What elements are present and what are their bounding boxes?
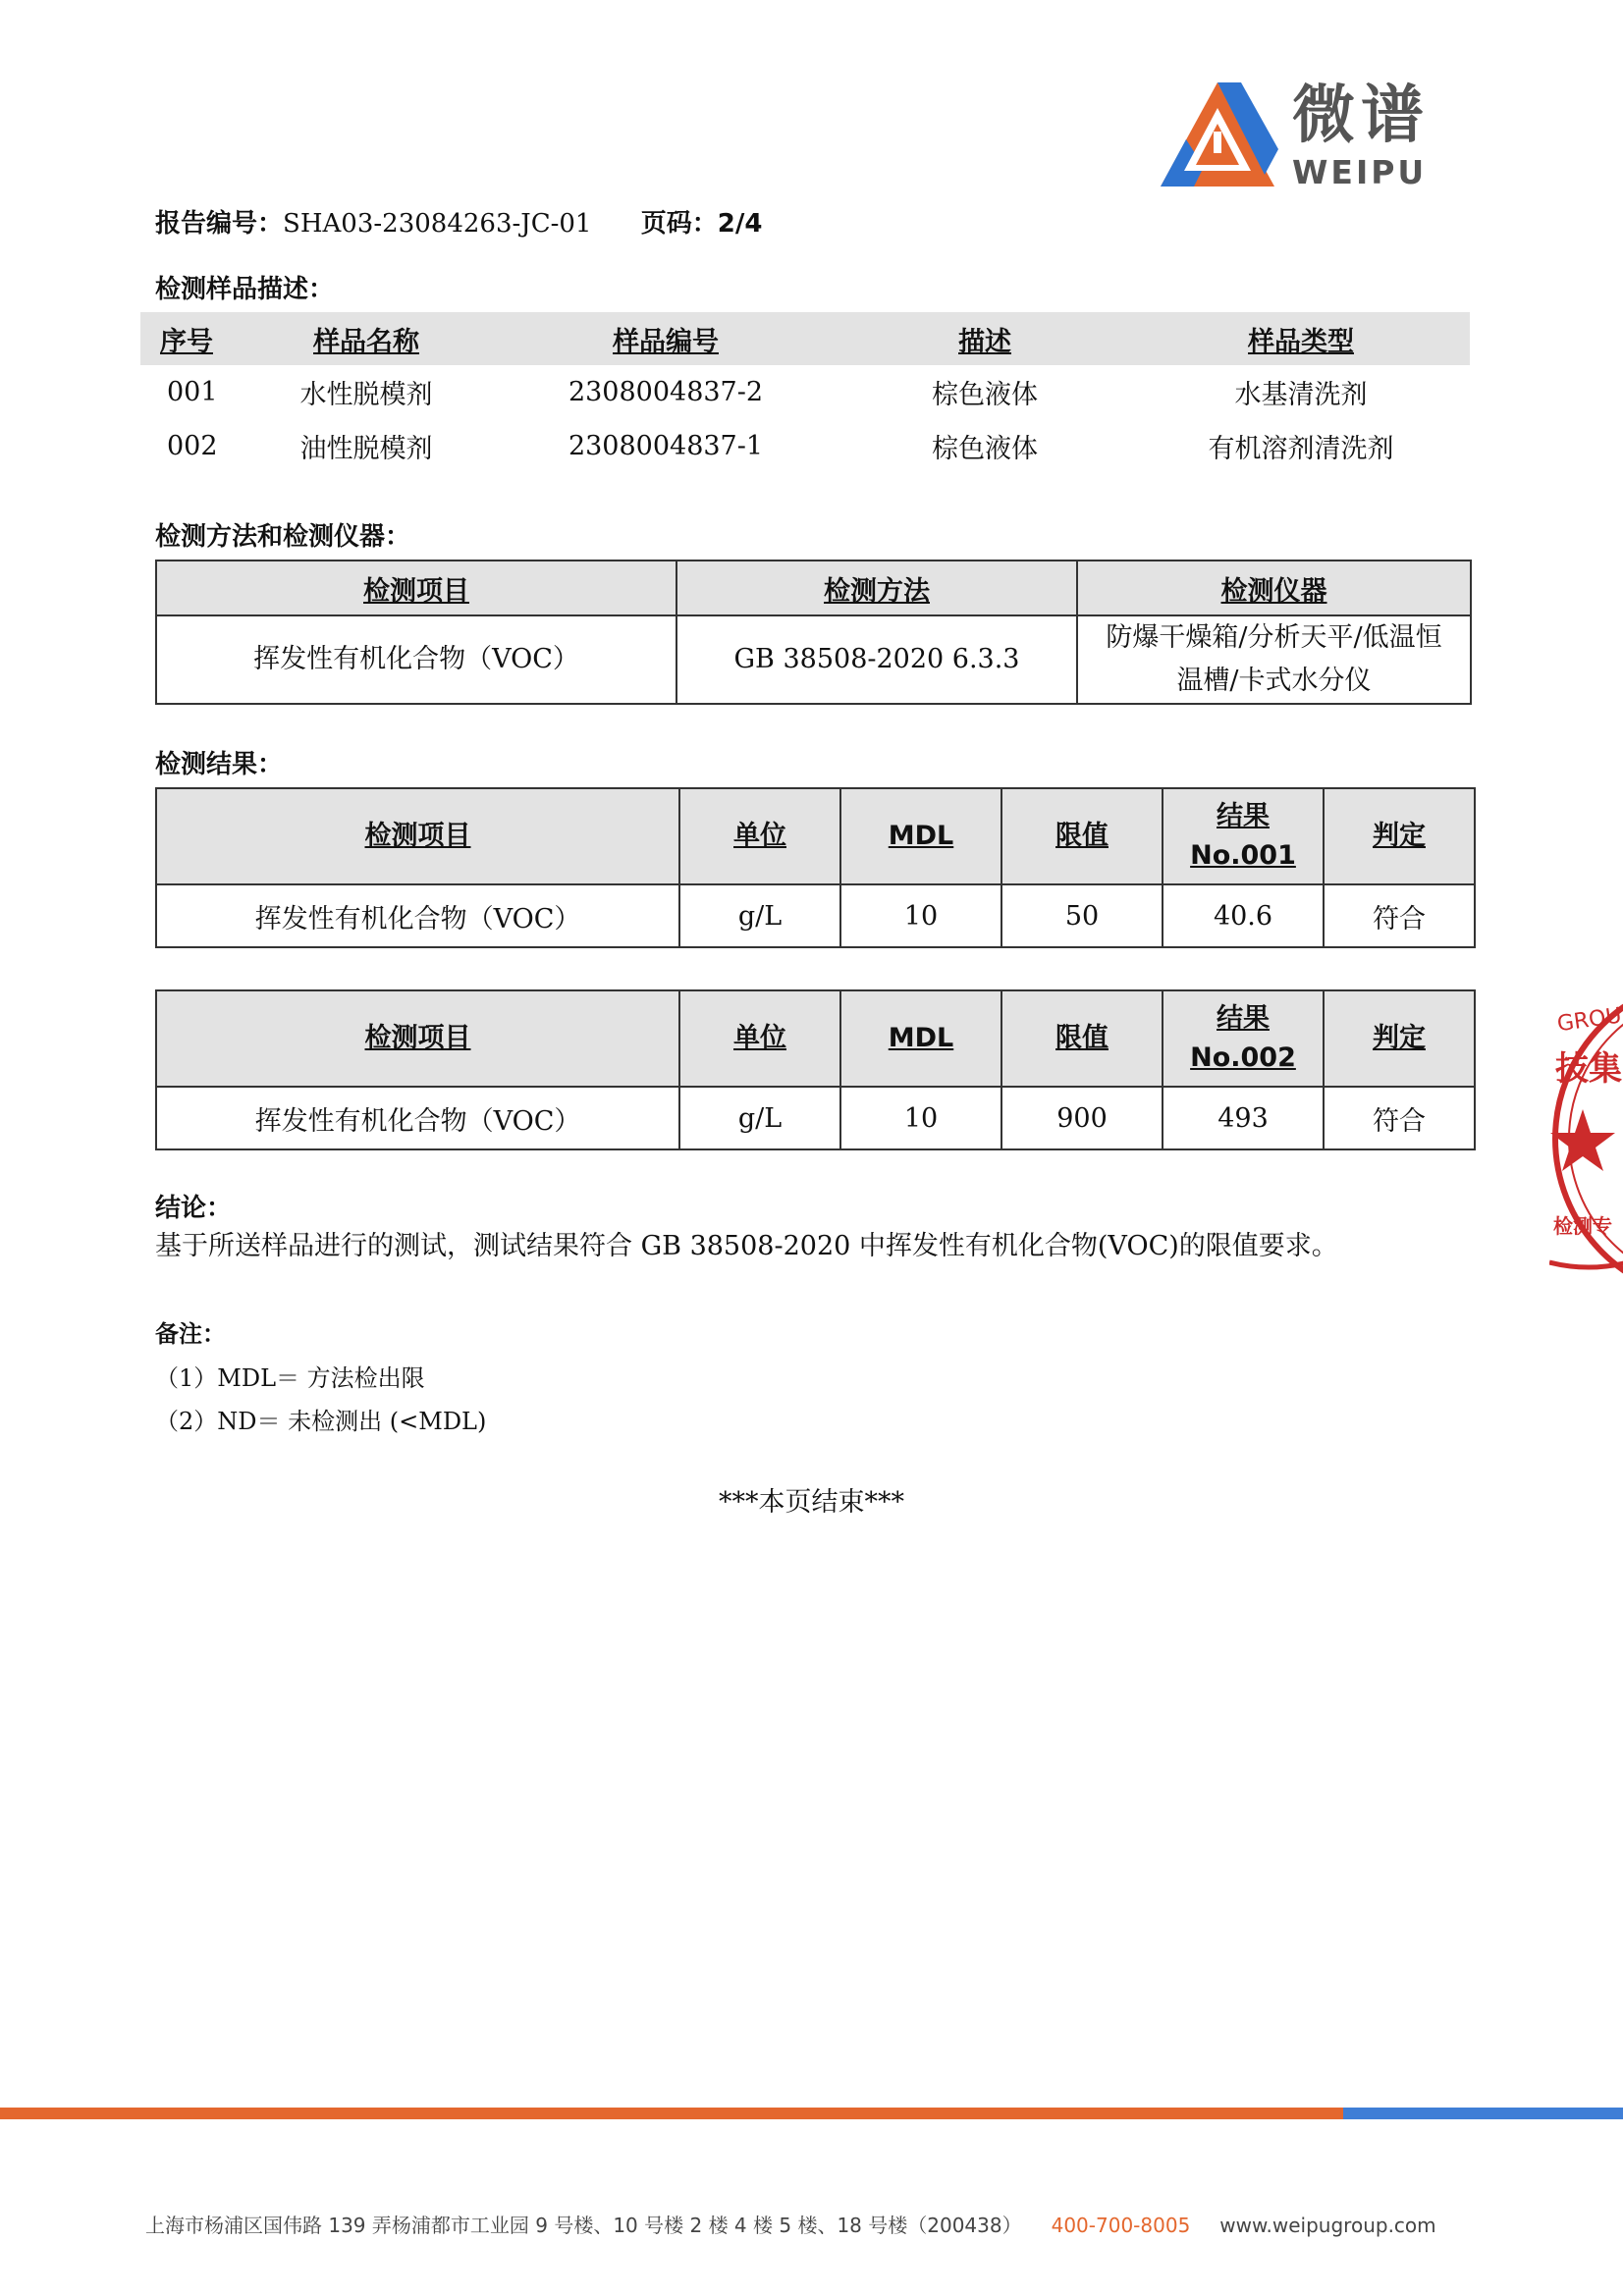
results-header-row [156,990,1475,1087]
header-cell: 样品名称 [239,312,494,365]
cell: 挥发性有机化合物（VOC） [156,1087,679,1149]
header-cell: 检测项目 [156,788,679,884]
header-cell: 限值 [1001,788,1163,884]
header-cell: 限值 [1001,990,1163,1087]
cell: 002 [167,431,218,461]
header-line: 结果 [1217,801,1270,831]
result-number: No.001 [1190,840,1296,871]
footer [145,2213,1436,2238]
footer-website[interactable]: www.weipugroup.com [1219,2214,1436,2237]
methods-table [155,560,1472,705]
stamp-top-text: GROU [1555,1003,1623,1038]
cell: 900 [1001,1087,1163,1149]
samples-header-row [140,312,1470,365]
header-cell: 描述 [838,312,1132,365]
results-title: 检测结果： [155,750,284,779]
cell: 油性脱模剂 [299,434,433,464]
note-item: （1）MDL＝ 方法检出限 [155,1364,425,1392]
stamp-icon [1549,972,1623,1306]
header-cell [1163,990,1324,1087]
header-cell: 检测项目 [156,561,676,615]
table-row [156,1087,1475,1149]
cell: 10 [840,884,1001,947]
header-cell [1163,788,1324,884]
footer-address: 上海市杨浦区国伟路 139 弄杨浦都市工业园 9 号楼、10 号楼 2 楼 4 楼 5 楼、18 号楼（200438） [145,2214,1022,2237]
footer-bar-blue [1343,2108,1623,2119]
seal-stamp [1549,972,1623,1306]
samples-title: 检测样品描述： [155,275,335,304]
cell: 10 [840,1087,1001,1149]
conclusion-title: 结论： [155,1194,233,1223]
company-logo [1157,80,1451,198]
conclusion-text: 基于所送样品进行的测试，测试结果符合 GB 38508-2020 中挥发性有机化合物(VOC)的限值要求。 [155,1231,1338,1261]
header-cell: 样品编号 [494,312,838,365]
cell: 40.6 [1163,884,1324,947]
results-table-002 [155,989,1476,1150]
cell: 棕色液体 [932,434,1038,464]
cell: GB 38508-2020 6.3.3 [676,615,1077,704]
cell: 符合 [1324,1087,1475,1149]
logo-english-name: WEIPU [1292,153,1428,191]
header-cell: 样品类型 [1132,312,1470,365]
header-line: 结果 [1217,1003,1270,1034]
cell: g/L [679,884,840,947]
cell: 挥发性有机化合物（VOC） [156,884,679,947]
header-cell: 单位 [679,990,840,1087]
cell: 50 [1001,884,1163,947]
page-number: 2/4 [717,209,763,239]
stamp-bottom-text: 检测专 [1553,1214,1612,1238]
instrument-cell [1077,615,1471,704]
report-number: SHA03-23084263-JC-01 [283,209,592,239]
header-cell: 检测仪器 [1077,561,1471,615]
cell: g/L [679,1087,840,1149]
page-label: 页码： [640,209,718,239]
cell: 棕色液体 [932,380,1038,410]
table-row [140,365,1470,419]
cell: 水基清洗剂 [1234,380,1368,410]
cell-line: 防爆干燥箱/分析天平/低温恒 [1106,622,1442,653]
cell: 2308004837-1 [568,431,764,461]
cell: 符合 [1324,884,1475,947]
page-end-marker: ***本页结束*** [719,1487,904,1518]
cell: 2308004837-2 [568,377,764,407]
cell: 有机溶剂清洗剂 [1208,434,1394,464]
results-table-001 [155,787,1476,948]
header-cell: MDL [840,788,1001,884]
notes-title: 备注： [155,1320,226,1348]
cell: 001 [167,377,218,407]
header-cell: 检测项目 [156,990,679,1087]
stamp-middle-text: 技集 [1555,1049,1622,1089]
footer-bar-orange [0,2108,1343,2119]
cell-line: 温槽/卡式水分仪 [1176,666,1372,696]
header-cell: 序号 [140,312,239,365]
logo-chinese-name: 微谱 [1292,80,1430,152]
results-header-row [156,788,1475,884]
cell: 挥发性有机化合物（VOC） [156,615,676,704]
header-cell: 判定 [1324,990,1475,1087]
footer-phone: 400-700-8005 [1051,2214,1191,2237]
header-cell: 判定 [1324,788,1475,884]
header-cell: 单位 [679,788,840,884]
table-row [156,615,1471,704]
samples-table [140,312,1470,473]
cell: 493 [1163,1087,1324,1149]
report-header [155,207,762,240]
result-number: No.002 [1190,1042,1296,1073]
weipu-logo-icon [1157,80,1279,198]
table-row [156,884,1475,947]
report-number-label: 报告编号： [155,209,284,239]
header-cell: MDL [840,990,1001,1087]
note-item: （2）ND＝ 未检测出 (<MDL) [155,1408,487,1435]
methods-title: 检测方法和检测仪器： [155,522,411,552]
header-cell: 检测方法 [676,561,1077,615]
cell: 水性脱模剂 [299,380,433,410]
table-row [140,419,1470,473]
methods-header-row [156,561,1471,615]
